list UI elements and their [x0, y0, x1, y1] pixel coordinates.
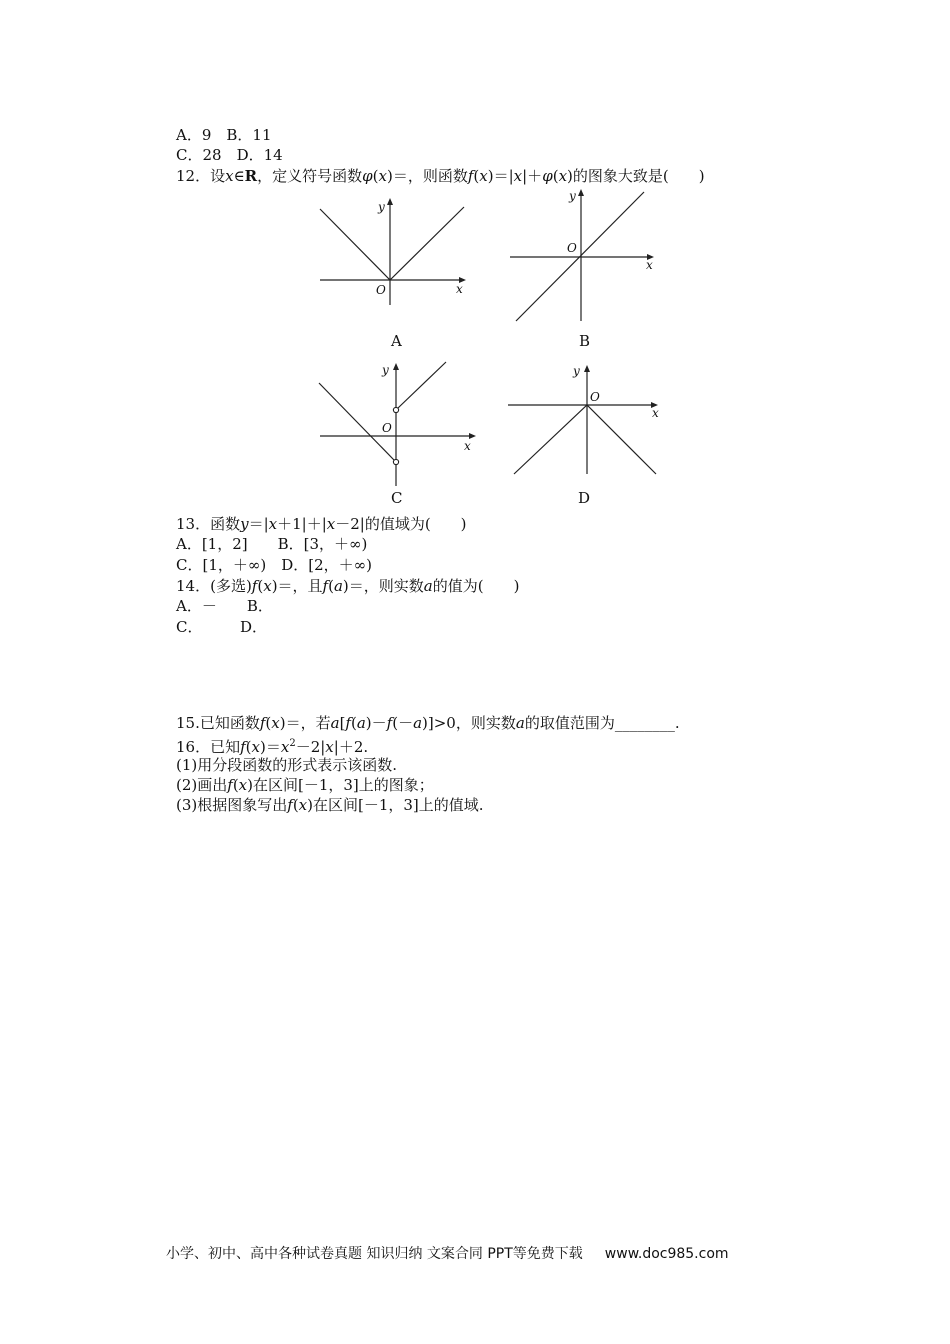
- q16-part3: (3)根据图象写出f(x)在区间[－1，3]上的值域.: [176, 796, 484, 814]
- graph-a-curve: [320, 207, 464, 280]
- graph-c-caption: C: [391, 489, 403, 507]
- footer-text: 小学、初中、高中各种试卷真题 知识归纳 文案合同 PPT等免费下载: [166, 1246, 583, 1262]
- graph-a-x-label: x: [456, 282, 463, 296]
- page-footer: [166, 1243, 729, 1263]
- graph-d-x-label: x: [652, 406, 659, 420]
- graph-b: [508, 186, 664, 326]
- q14-options-line1: A．－ B．: [176, 597, 273, 615]
- q15-stem: 15.已知函数f(x)＝，若a[f(a)－f(－a)]>0，则实数a的取值范围为________.: [176, 714, 680, 732]
- graph-b-origin-label: O: [567, 241, 577, 255]
- q14-stem: 14．(多选)f(x)＝，且f(a)＝，则实数a的值为( ): [176, 577, 520, 595]
- q11-options-line2: C．28 D．14: [176, 146, 283, 164]
- graph-d-y-arrow-icon: [584, 365, 590, 372]
- graph-b-caption: B: [579, 332, 591, 350]
- graph-d-origin-label: O: [590, 390, 600, 404]
- graph-a-y-label: y: [378, 200, 385, 214]
- graph-c-y-label: y: [382, 363, 389, 377]
- graph-a: [316, 195, 476, 305]
- graph-d: [506, 362, 664, 478]
- q16-part2: (2)画出f(x)在区间[－1，3]上的图象；: [176, 776, 434, 794]
- graph-c-x-label: x: [464, 439, 471, 453]
- graph-d-caption: D: [578, 489, 591, 507]
- q13-options-line2: C．[1，＋∞) D．[2，＋∞): [176, 556, 372, 574]
- graph-c-y-arrow-icon: [393, 363, 399, 370]
- q11-options-line1: A．9 B．11: [176, 126, 272, 144]
- q14-options-line2: C． D．: [176, 618, 268, 636]
- graph-d-curve: [514, 405, 656, 474]
- graph-c-origin-label: O: [382, 421, 392, 435]
- graph-a-y-arrow-icon: [387, 198, 393, 205]
- graph-b-x-label: x: [646, 258, 653, 272]
- graph-c-curve-right: [398, 362, 446, 408]
- graph-a-caption: A: [391, 332, 402, 350]
- q13-options-line1: A．[1，2] B．[3，＋∞): [176, 535, 368, 553]
- graph-c: [316, 358, 482, 486]
- q16-stem: 16．已知$f(x)=x^2-2|x|+2$.: [176, 738, 369, 756]
- graph-b-y-label: y: [569, 189, 576, 203]
- q16-part1: (1)用分段函数的形式表示该函数.: [176, 756, 398, 774]
- graph-d-y-label: y: [573, 364, 580, 378]
- q12-stem: 12．设x∈R，定义符号函数φ(x)＝，则函数f(x)＝|x|＋φ(x)的图象大致是( ): [176, 167, 705, 185]
- footer-url[interactable]: www.doc985.com: [604, 1246, 729, 1262]
- q13-stem: 13．函数y＝|x＋1|＋|x－2|的值域为( ): [176, 515, 467, 533]
- graph-c-open-point-upper: [393, 407, 398, 412]
- graph-b-y-arrow-icon: [578, 189, 584, 196]
- graph-a-origin-label: O: [376, 283, 386, 297]
- graph-c-open-point-lower: [393, 459, 398, 464]
